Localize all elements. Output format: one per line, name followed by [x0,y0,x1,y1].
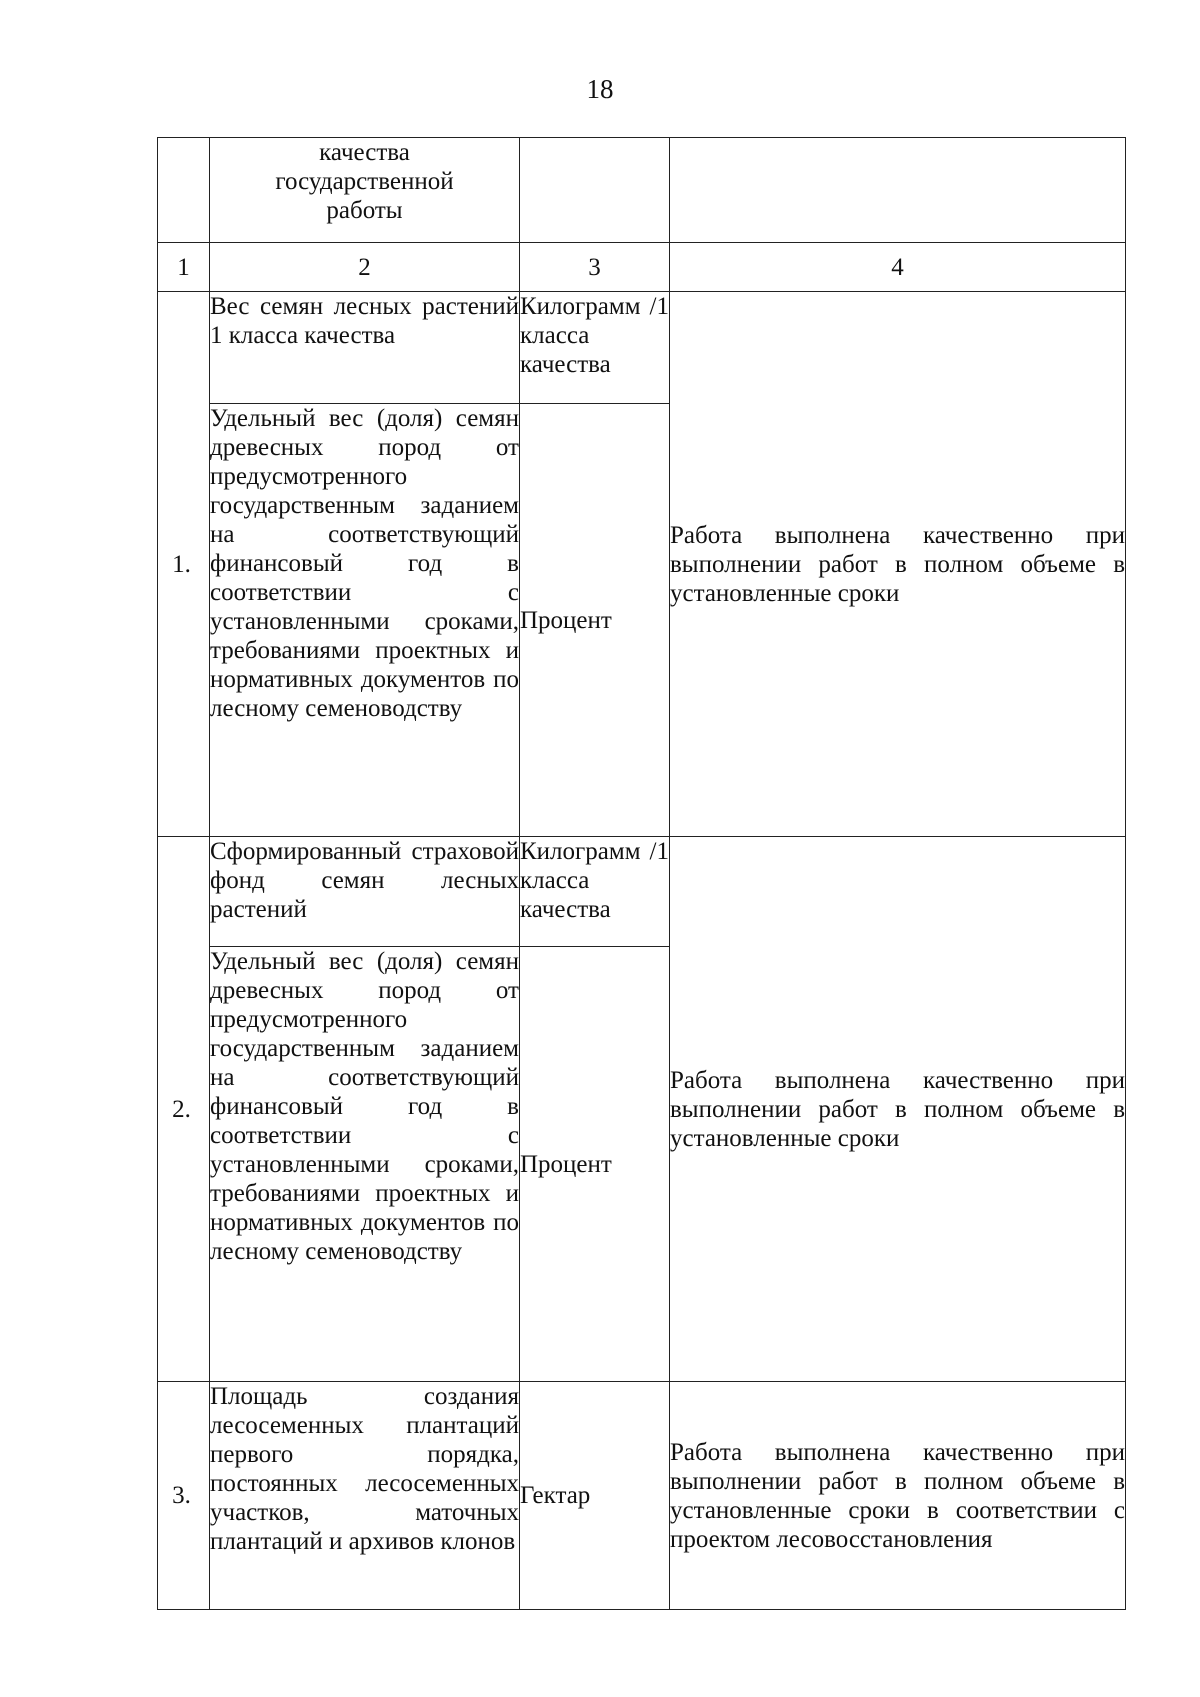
header-cell-empty-4 [670,138,1126,243]
unit-cell: Процент [520,947,670,1382]
indicator-cell: Удельный вес (доля) семян древесных пород от предусмотренного государственным заданием на соответствующий финансовый год в соответствии с установленными сроками, требованиями проектных и нормативных документов по лесному семеноводству [210,404,520,837]
result-cell: Работа выполнена качественно при выполнении работ в полном объеме в установленные сроки [670,292,1126,837]
column-number-1: 1 [158,243,210,292]
unit-cell: Процент [520,404,670,837]
quality-indicators-table [157,137,1126,1610]
table-row [158,292,1126,404]
indicator-cell: Сформированный страховой фонд семян лесных растений [210,837,520,947]
header-continuation-line-1: качества [319,139,410,166]
header-cell-empty-1 [158,138,210,243]
indicator-cell: Площадь создания лесосеменных плантаций первого порядка, постоянных лесосеменных участков, маточных плантаций и архивов клонов [210,1382,520,1610]
header-continuation-line-3: работы [326,197,403,224]
header-cell-empty-3 [520,138,670,243]
header-continuation-line-2: государственной [275,168,454,195]
column-number-3: 3 [520,243,670,292]
column-number-2: 2 [210,243,520,292]
unit-cell: Килограмм /1 класса качества [520,292,670,404]
indicator-cell: Вес семян лесных растений 1 класса качества [210,292,520,404]
row-number: 3. [158,1382,210,1610]
unit-cell: Гектар [520,1382,670,1610]
row-number: 2. [158,837,210,1382]
result-cell: Работа выполнена качественно при выполнении работ в полном объеме в установленные сроки в соответствии с проектом лесовосстановления [670,1382,1126,1610]
page-number: 18 [586,74,614,104]
result-cell: Работа выполнена качественно при выполнении работ в полном объеме в установленные сроки [670,837,1126,1382]
unit-cell: Килограмм /1 класса качества [520,837,670,947]
column-number-4: 4 [670,243,1126,292]
indicator-cell: Удельный вес (доля) семян древесных пород от предусмотренного государственным заданием на соответствующий финансовый год в соответствии с установленными сроками, требованиями проектных и нормативных документов по лесному семеноводству [210,947,520,1382]
header-continuation-row [158,138,1126,243]
row-number: 1. [158,292,210,837]
column-number-row [158,243,1126,292]
table-row [158,1382,1126,1610]
header-cell-indicator-continuation [210,138,520,243]
table-row [158,837,1126,947]
